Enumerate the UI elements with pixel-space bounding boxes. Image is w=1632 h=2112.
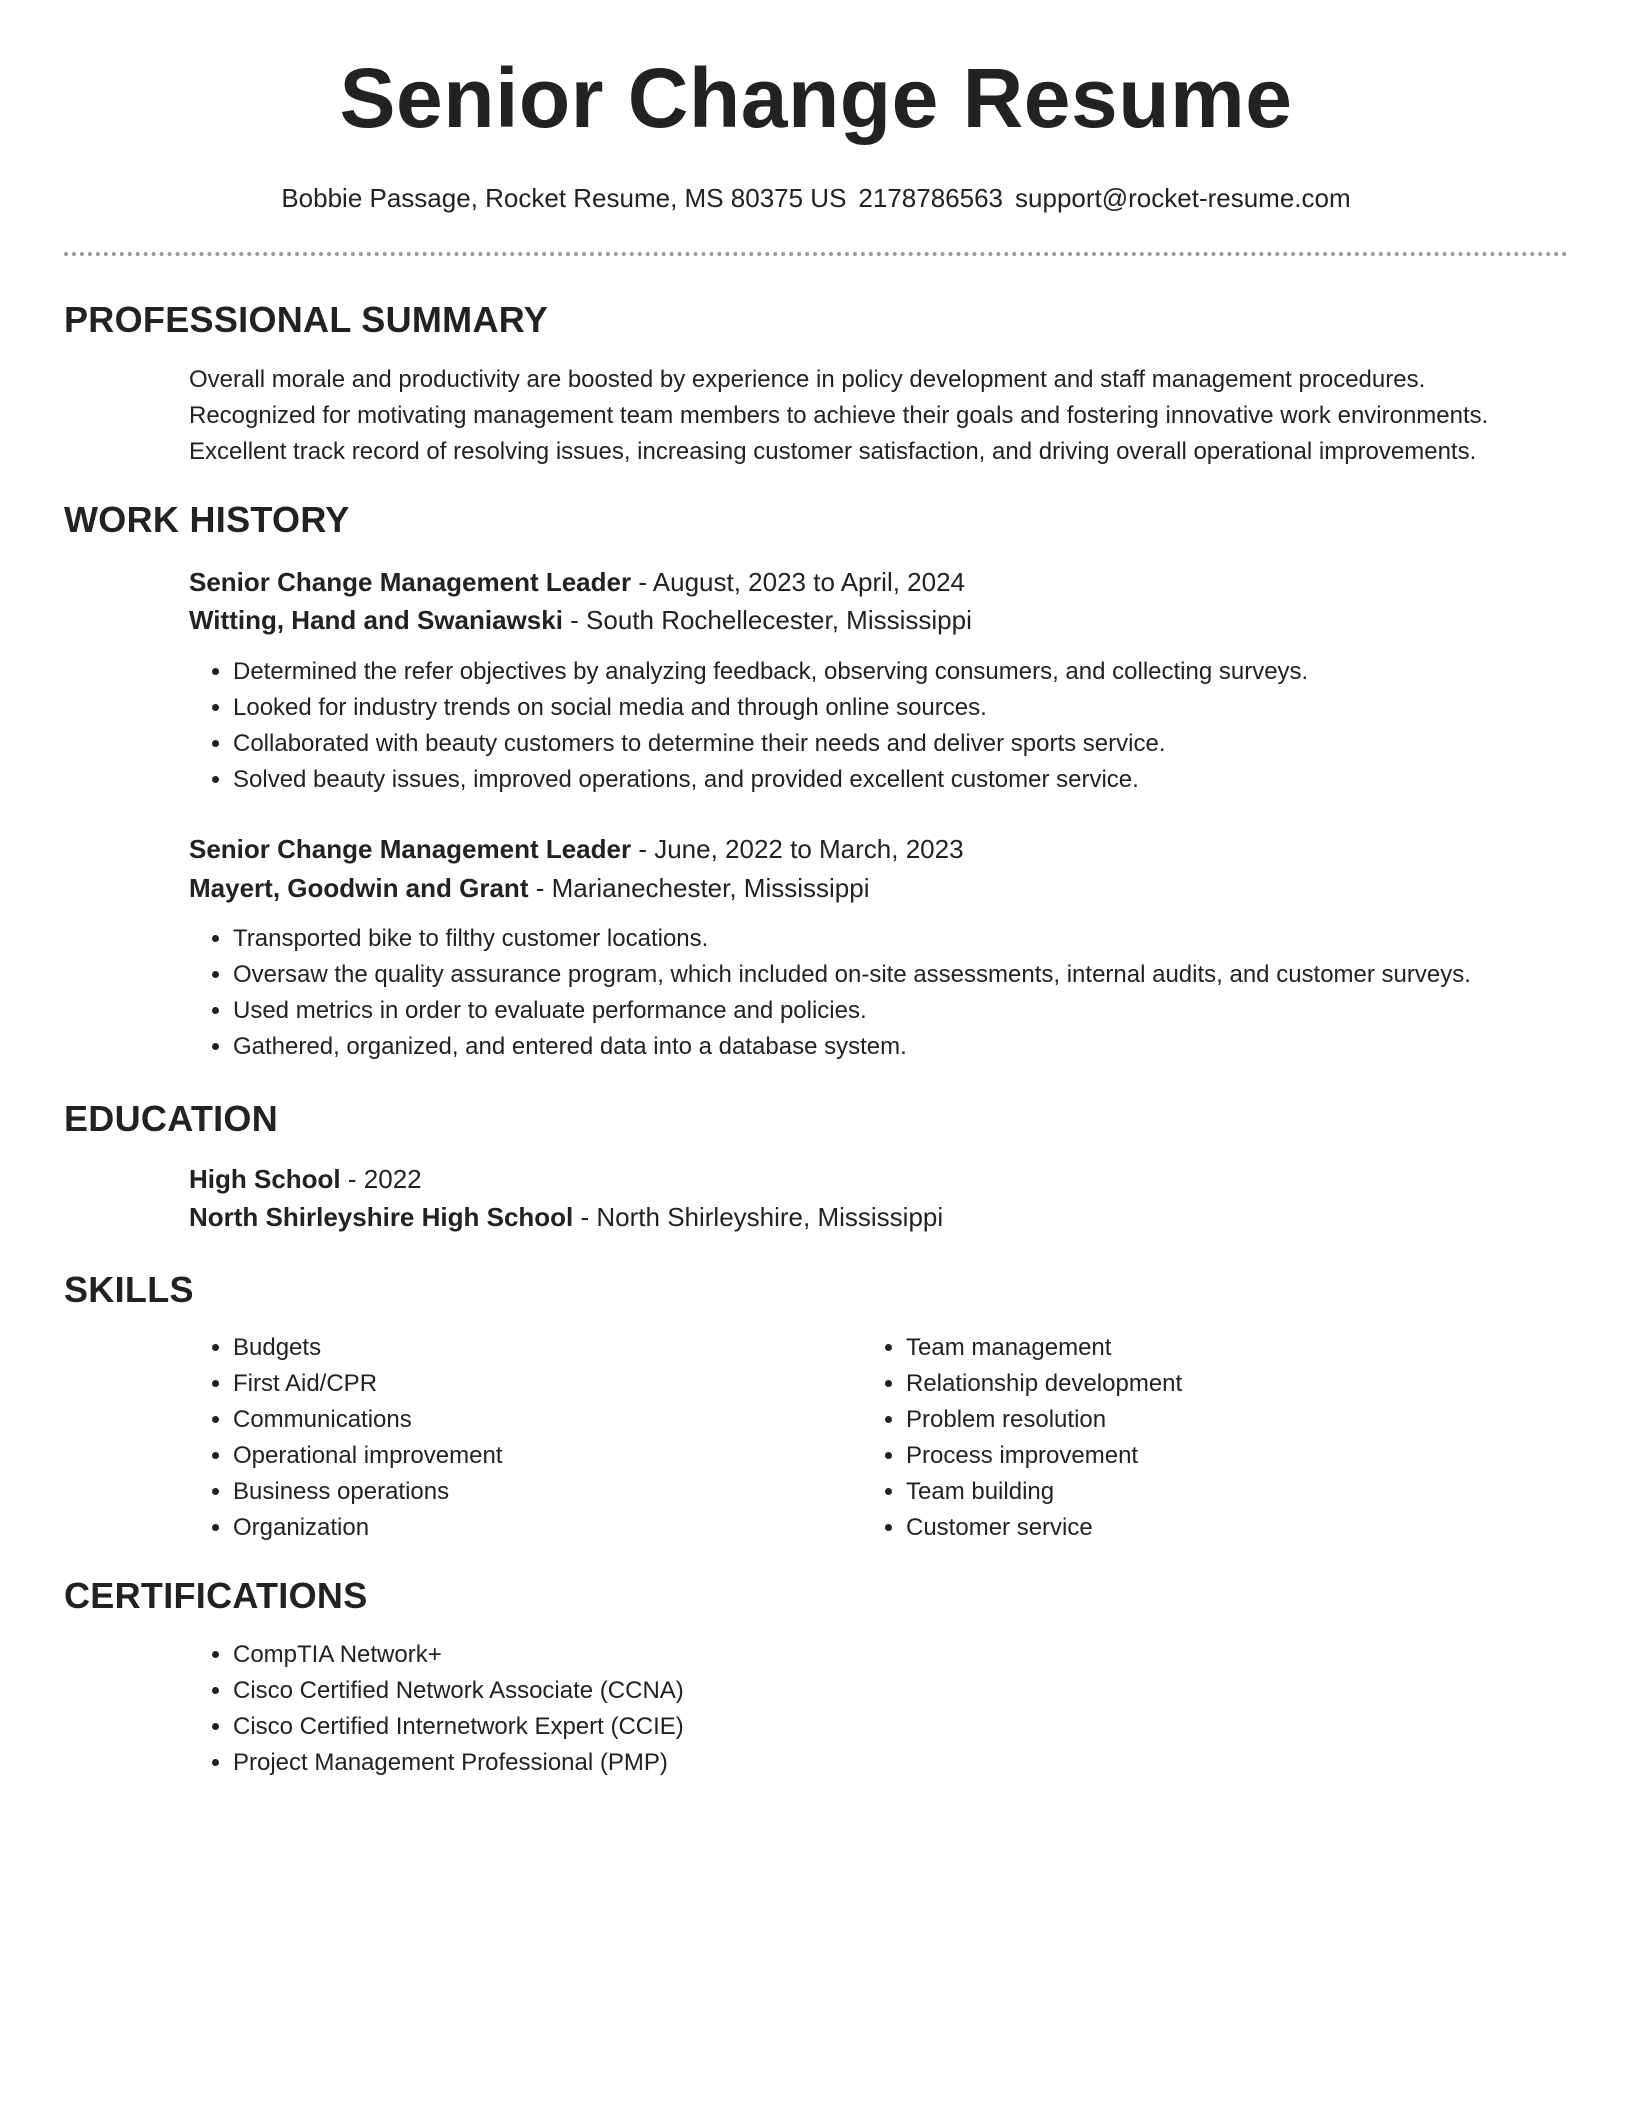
summary-line: Overall morale and productivity are boosted by experience in policy development and staff management procedures. xyxy=(189,366,1426,393)
job-company: Witting, Hand and Swaniawski xyxy=(189,605,563,635)
contact-line xyxy=(0,182,1632,216)
job-company: Mayert, Goodwin and Grant xyxy=(189,873,529,903)
list-item: • Business operations xyxy=(233,1474,502,1510)
list-item: • First Aid/CPR xyxy=(233,1366,502,1402)
list-item: • Communications xyxy=(233,1402,502,1438)
job-title-line xyxy=(189,563,965,601)
list-item: • Team management xyxy=(906,1330,1182,1366)
list-item: • Gathered, organized, and entered data into a database system. xyxy=(233,1029,1471,1065)
job-company-line xyxy=(189,869,869,907)
list-item: • Determined the refer objectives by analyzing feedback, observing consumers, and collecting surveys. xyxy=(233,654,1308,690)
resume-title: Senior Change Resume xyxy=(339,51,1293,145)
skills-list-right xyxy=(862,1330,1182,1546)
contact-email: support@rocket-resume.com xyxy=(1015,183,1351,213)
list-item: • Used metrics in order to evaluate performance and policies. xyxy=(233,993,1471,1029)
list-item: • Cisco Certified Network Associate (CCNA) xyxy=(233,1673,684,1709)
summary-line: Excellent track record of resolving issues, increasing customer satisfaction, and driving overall operational improvements. xyxy=(189,438,1477,465)
job-location: - Marianechester, Mississippi xyxy=(528,873,870,903)
list-item: • Collaborated with beauty customers to determine their needs and deliver sports service. xyxy=(233,726,1308,762)
job-bullets xyxy=(189,921,1471,1065)
list-item: • Relationship development xyxy=(906,1366,1182,1402)
education-degree: High School xyxy=(189,1164,341,1194)
job-title: Senior Change Management Leader xyxy=(189,834,632,864)
list-item: • Solved beauty issues, improved operations, and provided excellent customer service. xyxy=(233,762,1308,798)
certifications-heading: CERTIFICATIONS xyxy=(64,1575,368,1616)
list-item: • Customer service xyxy=(906,1510,1182,1546)
skills-heading: SKILLS xyxy=(64,1269,194,1310)
list-item: • Operational improvement xyxy=(233,1438,502,1474)
education-school: North Shirleyshire High School xyxy=(189,1202,574,1232)
list-item: • Transported bike to filthy customer locations. xyxy=(233,921,1471,957)
contact-phone: 2178786563 xyxy=(858,183,1004,213)
job-title-line xyxy=(189,830,964,868)
list-item: • CompTIA Network+ xyxy=(233,1637,684,1673)
contact-address: Bobbie Passage, Rocket Resume, MS 80375 US xyxy=(281,183,847,213)
job-dates: - August, 2023 to April, 2024 xyxy=(631,567,966,597)
education-location: - North Shirleyshire, Mississippi xyxy=(573,1202,944,1232)
work-history-heading: WORK HISTORY xyxy=(64,499,350,540)
header-divider xyxy=(64,252,1568,256)
skills-list-left xyxy=(189,1330,502,1546)
list-item: • Process improvement xyxy=(906,1438,1182,1474)
job-title: Senior Change Management Leader xyxy=(189,567,632,597)
list-item: • Project Management Professional (PMP) xyxy=(233,1745,684,1781)
list-item: • Budgets xyxy=(233,1330,502,1366)
job-dates: - June, 2022 to March, 2023 xyxy=(631,834,964,864)
list-item: • Cisco Certified Internetwork Expert (CCIE) xyxy=(233,1709,684,1745)
certifications-list xyxy=(189,1637,684,1781)
summary-text xyxy=(189,362,1569,470)
education-school-line xyxy=(189,1198,943,1236)
job-company-line xyxy=(189,601,972,639)
education-year: - 2022 xyxy=(340,1164,422,1194)
list-item: • Oversaw the quality assurance program, which included on-site assessments, internal audits, and customer surveys. xyxy=(233,957,1471,993)
job-location: - South Rochellecester, Mississippi xyxy=(562,605,972,635)
education-degree-line xyxy=(189,1160,422,1198)
education-heading: EDUCATION xyxy=(64,1098,279,1139)
list-item: • Organization xyxy=(233,1510,502,1546)
list-item: • Looked for industry trends on social media and through online sources. xyxy=(233,690,1308,726)
summary-heading: PROFESSIONAL SUMMARY xyxy=(64,299,549,340)
summary-line: Recognized for motivating management team members to achieve their goals and fostering innovative work environments. xyxy=(189,402,1489,429)
list-item: • Team building xyxy=(906,1474,1182,1510)
job-bullets xyxy=(189,654,1308,798)
list-item: • Problem resolution xyxy=(906,1402,1182,1438)
